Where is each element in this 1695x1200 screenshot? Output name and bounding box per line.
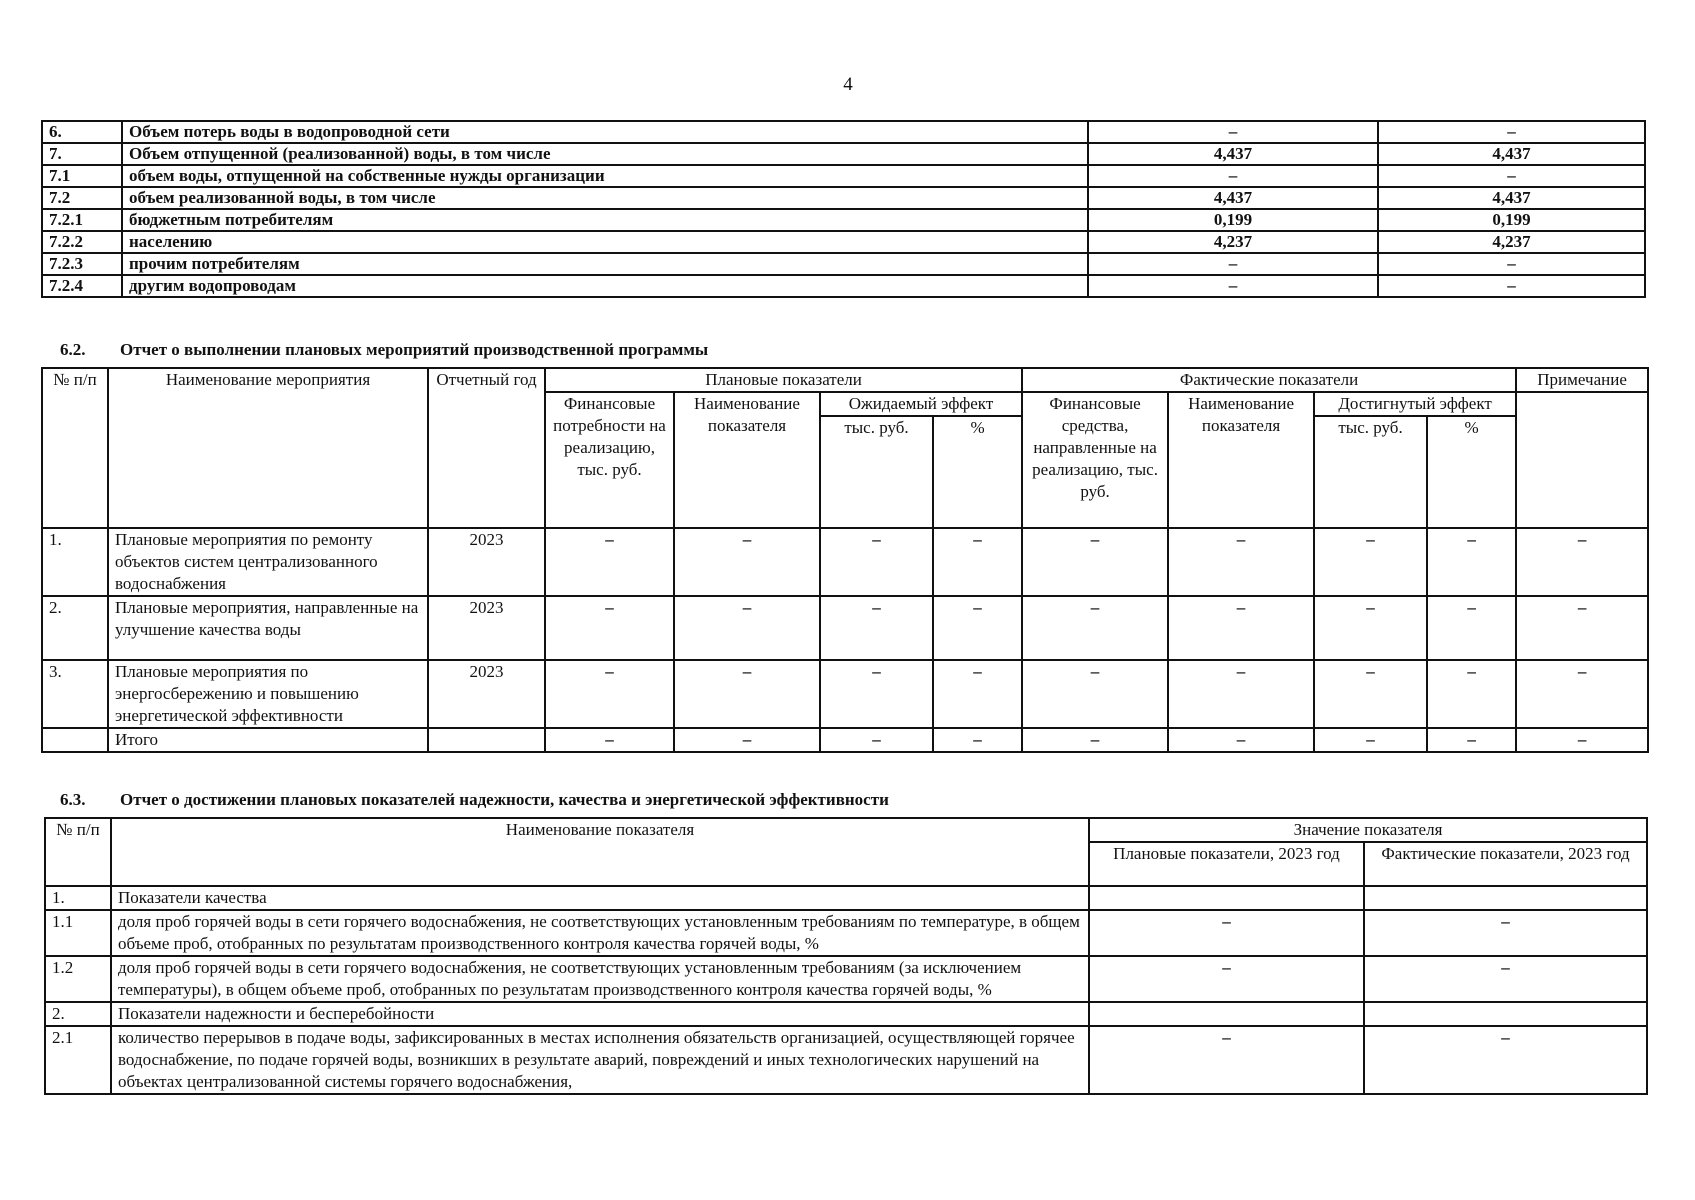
row-value: – (674, 660, 820, 728)
col-name: Наименование показателя (111, 818, 1089, 886)
row-number: 2.1 (45, 1026, 111, 1094)
row-plan-value (1089, 886, 1364, 910)
section-6-2-heading (60, 340, 708, 360)
row-name: бюджетным потребителям (122, 209, 1088, 231)
col-plan-pct: % (933, 416, 1022, 528)
row-value: – (1516, 596, 1648, 660)
row-number: 1.2 (45, 956, 111, 1002)
row-number: 7.2.4 (42, 275, 122, 297)
row-value: – (1022, 660, 1168, 728)
water-volume-table (41, 120, 1646, 298)
table-row (42, 121, 1645, 143)
row-value: – (1314, 528, 1427, 596)
row-value: – (933, 528, 1022, 596)
col-name: Наименование мероприятия (108, 368, 428, 528)
page-number: 4 (843, 74, 853, 95)
row-value: – (820, 528, 933, 596)
row-value: – (820, 728, 933, 752)
col-plan-effect: Ожидаемый эффект (820, 392, 1022, 416)
table-row (42, 165, 1645, 187)
table-row (42, 209, 1645, 231)
row-plan-value: 4,437 (1088, 187, 1378, 209)
table-row (45, 910, 1647, 956)
row-fact-value: 0,199 (1378, 209, 1645, 231)
row-plan-value (1089, 1002, 1364, 1026)
row-value: – (545, 528, 674, 596)
col-note: Примечание (1516, 368, 1648, 392)
table-row (42, 660, 1648, 728)
col-value-group: Значение показателя (1089, 818, 1647, 842)
row-fact-value: – (1378, 275, 1645, 297)
table-row (45, 1002, 1647, 1026)
row-value: – (1427, 596, 1516, 660)
row-name: Показатели надежности и бесперебойности (111, 1002, 1089, 1026)
row-fact-value: – (1364, 910, 1647, 956)
section-title: Отчет о выполнении плановых мероприятий производственной программы (120, 340, 709, 359)
row-value: – (545, 596, 674, 660)
col-num: № п/п (45, 818, 111, 886)
row-value: – (1168, 728, 1314, 752)
row-year: 2023 (428, 528, 545, 596)
table-row (42, 596, 1648, 660)
row-name: Показатели качества (111, 886, 1089, 910)
row-number: 1. (42, 528, 108, 596)
indicators-table (44, 817, 1648, 1095)
row-name: Плановые мероприятия, направленные на улучшение качества воды (108, 596, 428, 660)
row-fact-value: – (1378, 165, 1645, 187)
table-row (42, 528, 1648, 596)
row-number: 2. (42, 596, 108, 660)
col-plan-ind: Наименование показателя (674, 392, 820, 528)
row-value: – (933, 728, 1022, 752)
row-plan-value: – (1088, 165, 1378, 187)
row-year: 2023 (428, 596, 545, 660)
section-number: 6.2. (60, 340, 86, 359)
row-number: 7.2.2 (42, 231, 122, 253)
row-name: доля проб горячей воды в сети горячего водоснабжения, не соответствующих установленным требованиям по температуре, в общем объеме проб, отобранных по результатам производственного контроля качества горячей воды, % (111, 910, 1089, 956)
row-plan-value: – (1088, 275, 1378, 297)
row-fact-value: 4,437 (1378, 187, 1645, 209)
row-fact-value: 4,437 (1378, 143, 1645, 165)
row-plan-value: 4,437 (1088, 143, 1378, 165)
row-number: 6. (42, 121, 122, 143)
row-year: 2023 (428, 660, 545, 728)
row-value: – (1427, 660, 1516, 728)
row-plan-value: – (1088, 121, 1378, 143)
col-fact-pct: % (1427, 416, 1516, 528)
table-row (42, 231, 1645, 253)
row-name: доля проб горячей воды в сети горячего водоснабжения, не соответствующих установленным требованиям (за исключением температуры), в общем объеме проб, отобранных по результатам производственного контроля качества горячей воды, % (111, 956, 1089, 1002)
row-value: – (674, 596, 820, 660)
table-row (45, 1026, 1647, 1094)
row-value: – (545, 660, 674, 728)
table-row (42, 275, 1645, 297)
row-fact-value: 4,237 (1378, 231, 1645, 253)
row-number: 7. (42, 143, 122, 165)
row-name: Объем потерь воды в водопроводной сети (122, 121, 1088, 143)
col-plan-fin: Финансовые потребности на реализацию, тыс. руб. (545, 392, 674, 528)
row-number: 1.1 (45, 910, 111, 956)
col-plan-group: Плановые показатели (545, 368, 1022, 392)
row-name: другим водопроводам (122, 275, 1088, 297)
row-name: Объем отпущенной (реализованной) воды, в том числе (122, 143, 1088, 165)
row-value: – (545, 728, 674, 752)
col-fact-group: Фактические показатели (1022, 368, 1516, 392)
row-plan-value: – (1089, 910, 1364, 956)
row-fact-value: – (1364, 956, 1647, 1002)
measures-report-table (41, 367, 1649, 753)
row-value: – (933, 660, 1022, 728)
row-number: 7.2 (42, 187, 122, 209)
table-row (42, 187, 1645, 209)
col-fact-ind: Наименование показателя (1168, 392, 1314, 528)
row-fact-value: – (1378, 121, 1645, 143)
row-fact-value (1364, 886, 1647, 910)
col-plan: Плановые показатели, 2023 год (1089, 842, 1364, 886)
row-number: 3. (42, 660, 108, 728)
row-name: количество перерывов в подаче воды, зафиксированных в местах исполнения обязательств организацией, осуществляющей горячее водоснабжение, по подаче горячей воды, возникших в результате аварий, повреждений и иных технологических нарушений на объектах централизованной системы горячего водоснабжения, (111, 1026, 1089, 1094)
total-row (42, 728, 1648, 752)
row-value: – (1516, 660, 1648, 728)
row-name: Плановые мероприятия по ремонту объектов систем централизованного водоснабжения (108, 528, 428, 596)
row-name: населению (122, 231, 1088, 253)
row-plan-value: – (1088, 253, 1378, 275)
row-value: – (674, 528, 820, 596)
col-fact-effect: Достигнутый эффект (1314, 392, 1516, 416)
section-title: Отчет о достижении плановых показателей надежности, качества и энергетической эффективности (120, 790, 889, 809)
row-value: – (1516, 728, 1648, 752)
row-number: 1. (45, 886, 111, 910)
col-note-empty (1516, 392, 1648, 528)
row-year (428, 728, 545, 752)
row-number (42, 728, 108, 752)
row-name: объем реализованной воды, в том числе (122, 187, 1088, 209)
col-num: № п/п (42, 368, 108, 528)
row-value: – (674, 728, 820, 752)
row-fact-value: – (1364, 1026, 1647, 1094)
table-row (45, 956, 1647, 1002)
row-value: – (1022, 596, 1168, 660)
row-plan-value: – (1089, 956, 1364, 1002)
row-number: 7.1 (42, 165, 122, 187)
row-plan-value: 4,237 (1088, 231, 1378, 253)
row-value: – (820, 596, 933, 660)
section-6-3-heading (60, 790, 889, 810)
col-fact-rub: тыс. руб. (1314, 416, 1427, 528)
section-number: 6.3. (60, 790, 86, 809)
row-value: – (1168, 596, 1314, 660)
col-fact: Фактические показатели, 2023 год (1364, 842, 1647, 886)
table-row (45, 886, 1647, 910)
row-value: – (1022, 728, 1168, 752)
row-plan-value: 0,199 (1088, 209, 1378, 231)
row-value: – (820, 660, 933, 728)
row-plan-value: – (1089, 1026, 1364, 1094)
row-value: – (1022, 528, 1168, 596)
total-label: Итого (108, 728, 428, 752)
row-value: – (1427, 528, 1516, 596)
row-name: объем воды, отпущенной на собственные нужды организации (122, 165, 1088, 187)
table-row (42, 253, 1645, 275)
row-value: – (1427, 728, 1516, 752)
row-name: прочим потребителям (122, 253, 1088, 275)
row-value: – (1314, 728, 1427, 752)
col-plan-rub: тыс. руб. (820, 416, 933, 528)
row-name: Плановые мероприятия по энергосбережению и повышению энергетической эффективности (108, 660, 428, 728)
row-value: – (1168, 528, 1314, 596)
table-row (42, 143, 1645, 165)
row-fact-value: – (1378, 253, 1645, 275)
row-value: – (1516, 528, 1648, 596)
row-value: – (1314, 660, 1427, 728)
col-fact-fin: Финансовые средства, направленные на реализацию, тыс. руб. (1022, 392, 1168, 528)
row-number: 7.2.1 (42, 209, 122, 231)
row-value: – (1314, 596, 1427, 660)
row-value: – (933, 596, 1022, 660)
row-number: 2. (45, 1002, 111, 1026)
row-number: 7.2.3 (42, 253, 122, 275)
row-fact-value (1364, 1002, 1647, 1026)
col-year: Отчетный год (428, 368, 545, 528)
row-value: – (1168, 660, 1314, 728)
